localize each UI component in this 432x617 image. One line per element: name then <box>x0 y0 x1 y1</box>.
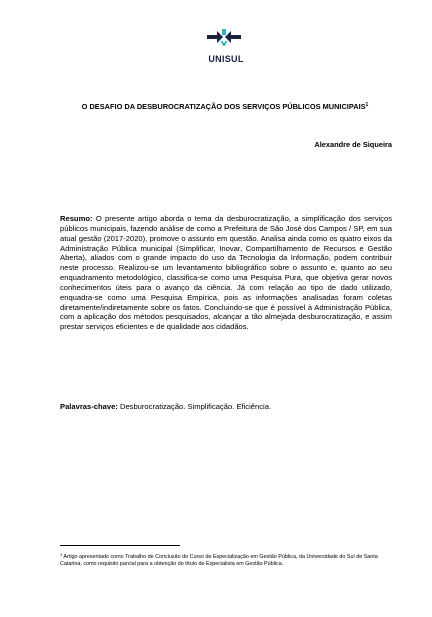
abstract-label: Resumo: <box>60 214 93 223</box>
article-title <box>60 101 390 112</box>
title-text: O DESAFIO DA DESBUROCRATIZAÇÃO DOS SERVIÇOS PÚBLICOS MUNICIPAIS <box>81 102 366 111</box>
keywords-text: Desburocratização. Simplificação. Eficiência. <box>117 402 272 411</box>
logo-text: UNISUL <box>208 54 244 64</box>
footnote <box>60 551 394 568</box>
abstract-text: O presente artigo aborda o tema da desburocratização, a simplificação dos serviços públicos municipais, fazendo análise de como a Prefeitura de São José dos Campos / SP, em sua atual gestão (2017-2020), promove o assunto em questão. Analisa ainda como os quatro eixos da Administração Pública municipal (Simplificar, Inovar, Compartilhamento de Recursos e Gestão Aberta), aliados com o grande impacto do uso da Tecnologia da Informação, podem contribuir neste processo. Realizou-se um levantamento bibliográfico sobre o assunto e, quanto ao seu enquadramento metodológico, classifica-se como uma Pesquisa Pura, que objetiva gerar novos conhecimentos úteis para o avanço da ciência. Já com relação ao tipo de dado utilizado, enquadra-se como uma Pesquisa Empírica, pois as informações analisadas foram coletas diretamente/indiretamente sobre os fatos. Concluindo-se que é possível à Administração Pública, com a aplicação dos métodos pesquisados, alcançar a tão almejada desburocratização, e assim prestar serviços eficientes e de qualidade aos cidadãos. <box>60 214 392 332</box>
abstract-paragraph <box>60 214 392 332</box>
footnote-text: Artigo apresentado como Trabalho de Conclusão do Curso de Especialização em Gestão Pública, da Universidade do Sul de Santa Catarina, como requisito parcial para a obtenção do título de Especialista em Gestão Pública. <box>60 554 378 568</box>
footnote-marker: 1 <box>60 552 63 557</box>
title-footnote-marker[interactable]: 1 <box>365 102 369 108</box>
footnote-divider <box>60 545 180 546</box>
keywords-label: Palavras-chave: <box>60 402 118 411</box>
unisul-logo-icon <box>200 27 248 71</box>
author-name: Alexandre de Siqueira <box>314 140 392 149</box>
keywords-line <box>60 402 392 411</box>
